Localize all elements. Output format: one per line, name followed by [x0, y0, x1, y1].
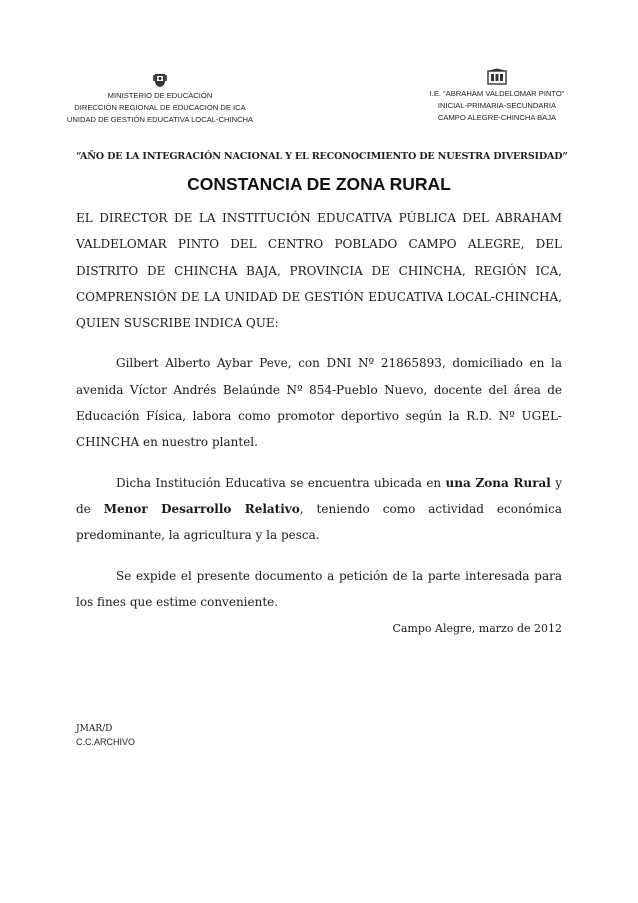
rural-text-1: Dicha Institución Educativa se encuentra ubicada en [116, 475, 446, 490]
header-right [412, 68, 582, 124]
teacher-paragraph: Gilbert Alberto Aybar Peve, con DNI Nº 21865893, domiciliado en la avenida Víctor Andrés Belaúnde Nº 854-Pueblo Nuevo, docente del área de Educación Física, labora como promotor deportivo según la R.D. Nº UGEL-CHINCHA en nuestro plantel. [76, 356, 562, 450]
school-location: CAMPO ALEGRE-CHINCHA BAJA [437, 113, 557, 122]
initials: JMAR/D [76, 724, 113, 734]
regional-direction: DIRECCIÓN REGIONAL DE EDUCACIÓN DE ICA [74, 103, 246, 112]
rural-text-3: , teniendo como actividad económica predominante, la agricultura y la pesca. [76, 501, 562, 543]
school-levels: INICIAL-PRIMARIA-SECUNDARIA [437, 101, 557, 110]
document-body [76, 205, 562, 615]
intro-paragraph: EL DIRECTOR DE LA INSTITUCIÓN EDUCATIVA PÚBLICA DEL ABRAHAM VALDELOMAR PINTO DEL CENTRO POBLADO CAMPO ALEGRE, DEL DISTRITO DE CHINCHA BAJA, PROVINCIA DE CHINCHA, REGIÓN ICA, COMPRENSIÓN DE LA UNIDAD DE GESTIÓN EDUCATIVA LOCAL-CHINCHA, QUIEN SUSCRIBE INDICA QUE: [76, 211, 562, 331]
copy-archive: C.C.ARCHIVO [76, 737, 136, 747]
rural-zone-paragraph [76, 470, 562, 549]
ugel-name: UNIDAD DE GESTIÓN EDUCATIVA LOCAL-CHINCHA [66, 115, 254, 124]
rural-text-2: y de [76, 475, 563, 516]
development-emphasis: Menor Desarrollo Relativo [103, 501, 300, 516]
year-motto: “AÑO DE LA INTEGRACIÓN NACIONAL Y EL RECONOCIMIENTO DE NUESTRA DIVERSIDAD” [76, 151, 568, 162]
ministry-name: MINISTERIO DE EDUCACIÓN [107, 91, 213, 100]
coat-of-arms-icon [152, 72, 168, 88]
header-left [60, 72, 260, 126]
school-name: I.E. “ABRAHAM VALDELOMAR PINTO” [429, 89, 565, 98]
issuance-paragraph: Se expide el presente documento a petición de la parte interesada para los fines que estime conveniente. [76, 568, 562, 609]
footer-references [76, 723, 135, 749]
document-title: CONSTANCIA DE ZONA RURAL [187, 174, 451, 194]
school-emblem-icon [486, 68, 508, 86]
rural-zone-emphasis: una Zona Rural [445, 475, 551, 490]
date-line: Campo Alegre, marzo de 2012 [392, 622, 562, 635]
